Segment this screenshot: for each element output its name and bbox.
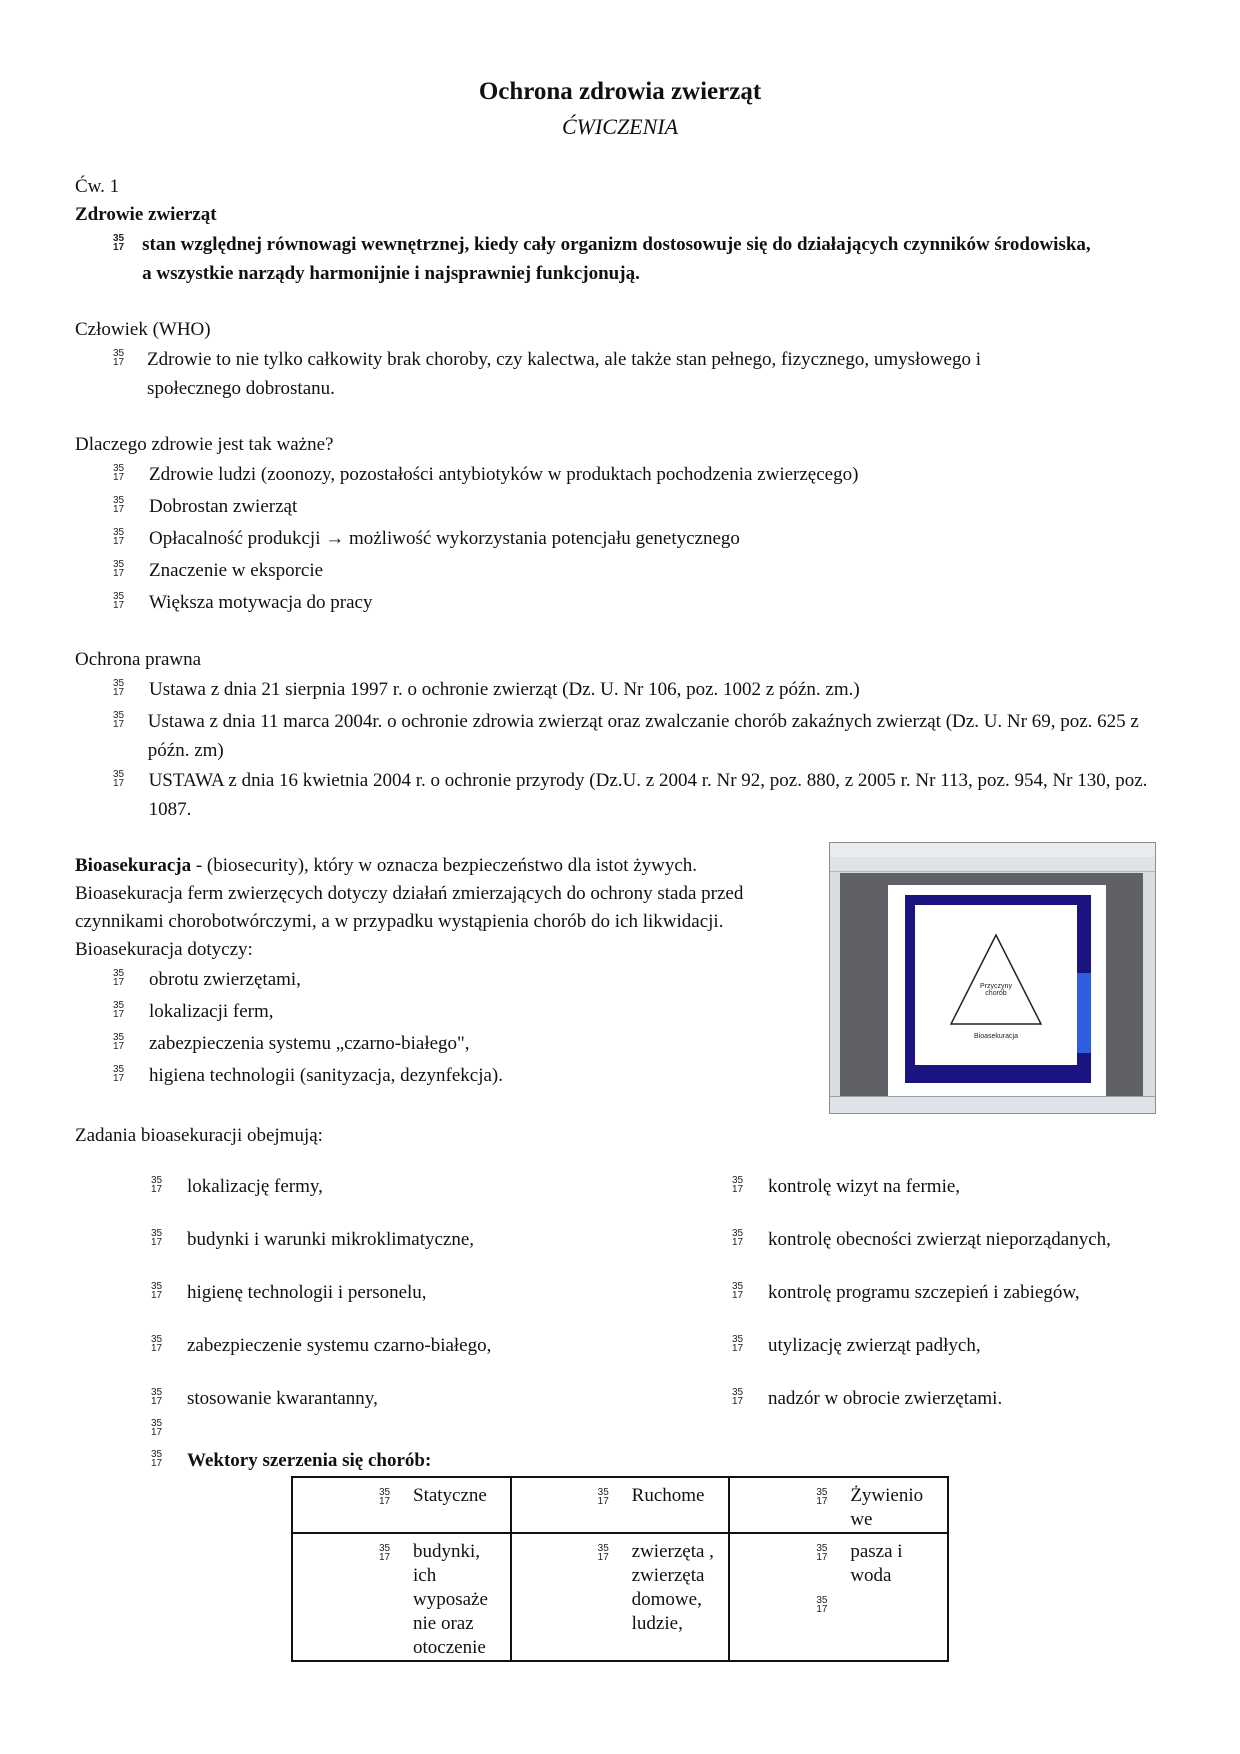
- bullet-icon: 35 17: [816, 1543, 828, 1563]
- section-heading-animal-health: Zdrowie zwierząt: [75, 204, 217, 225]
- bullet-icon: 35 17: [732, 1334, 744, 1354]
- screenshot-taskbar: [830, 1096, 1155, 1113]
- bullet-icon: 35 17: [113, 527, 125, 547]
- list-item: 35 17 Większa motywacja do pracy: [113, 591, 373, 613]
- list-item: 35 17 higiena technologii (sanityzacja, dezynfekcja).: [113, 1064, 503, 1086]
- list-item: 35 17 Ustawa z dnia 21 sierpnia 1997 r. o ochronie zwierząt (Dz. U. Nr 106, poz. 1002 z późn. zm.): [113, 678, 860, 700]
- list-item: 35 17 stosowanie kwarantanny,: [151, 1387, 378, 1409]
- exercise-label: Ćw. 1: [75, 176, 120, 197]
- section-heading-tasks: Zadania bioasekuracji obejmują:: [75, 1125, 323, 1146]
- document-title: Ochrona zdrowia zwierząt: [478, 78, 762, 105]
- bullet-icon: 35 17: [151, 1281, 163, 1301]
- list-item: 35 17 kontrolę obecności zwierząt nieporządanych,: [732, 1228, 1111, 1250]
- bioasekuracja-intro: Bioasekuracja - (biosecurity), który w oznacza bezpieczeństwo dla istot żywych.: [75, 855, 698, 876]
- list-item: 35 17 higienę technologii i personelu,: [151, 1281, 427, 1303]
- bioasekuracja-line: czynnikami chorobotwórczymi, a w przypadku wystąpienia chorób do ich likwidacji.: [75, 911, 724, 932]
- section-heading-vectors: Wektory szerzenia się chorób:: [187, 1450, 432, 1471]
- list-item: 35 17 budynki i warunki mikroklimatyczne,: [151, 1228, 475, 1250]
- bullet-icon: 35 17: [113, 1064, 125, 1084]
- bullet-icon: 35 17: [113, 233, 125, 253]
- list-item: 35 17 Opłacalność produkcji → możliwość wykorzystania potencjału genetycznego: [113, 527, 740, 549]
- table-header-cell: 35 17 Statyczne: [292, 1477, 511, 1533]
- bullet-icon: 35 17: [113, 769, 125, 789]
- section-heading-why-health: Dlaczego zdrowie jest tak ważne?: [75, 434, 334, 455]
- table-cell: 35 17 pasza i woda 35 17: [729, 1533, 948, 1661]
- list-item: 35 17 zabezpieczenia systemu „czarno-białego",: [113, 1032, 470, 1054]
- table-header-row: [292, 1477, 948, 1533]
- bullet-icon: 35 17: [732, 1228, 744, 1248]
- table-cell: 35 17 zwierzęta , zwierzęta domowe, ludzie,: [511, 1533, 730, 1661]
- list-item: 35 17 obrotu zwierzętami,: [113, 968, 301, 990]
- list-item: 35 17 USTAWA z dnia 16 kwietnia 2004 r. o ochronie przyrody (Dz.U. z 2004 r. Nr 92, poz. 880, z 2005 r. Nr 113, poz. 954, Nr 130, poz. 1087.: [113, 769, 1148, 820]
- bullet-icon: 35 17: [379, 1487, 391, 1507]
- bullet-icon: 35 17: [113, 495, 125, 515]
- bullet-icon: 35 17: [113, 463, 125, 483]
- bullet-icon: 35 17: [113, 710, 125, 730]
- bioasekuracja-term: Bioasekuracja: [75, 855, 192, 876]
- bullet-icon: 35 17: [151, 1228, 163, 1248]
- bullet-icon: 35 17: [379, 1543, 391, 1563]
- list-item: 35 17 Zdrowie to nie tylko całkowity brak choroby, czy kalectwa, ale także stan pełnego, fizycznego, umysłowego i społecznego dobrostanu.: [113, 348, 981, 399]
- embedded-screenshot-image: [829, 842, 1156, 1114]
- list-item: 35 17 stan względnej równowagi wewnętrznej, kiedy cały organizm dostosowuje się do działających czynników środowiska, a wszystkie narządy harmonijnie i najsprawniej funkcjonują.: [113, 233, 1091, 284]
- bioasekuracja-line: Bioasekuracja dotyczy:: [75, 939, 253, 960]
- table-header-cell: 35 17 Żywienio we: [729, 1477, 948, 1533]
- triangle-diagram: [830, 843, 1157, 1115]
- triangle-bottom-label: Bioasekuracja: [974, 1033, 1018, 1040]
- triangle-center-label: Przyczyny chorób: [980, 983, 1012, 997]
- bullet-icon: 35 17: [113, 348, 125, 368]
- list-item: 35 17 kontrolę programu szczepień i zabiegów,: [732, 1281, 1080, 1303]
- bullet-icon: 35 17: [816, 1487, 828, 1507]
- table-row: [292, 1533, 948, 1661]
- bioasekuracja-line: Bioasekuracja ferm zwierzęcych dotyczy działań zmierzających do ochrony stada przed: [75, 883, 744, 904]
- triangle-shape: [951, 935, 1041, 1024]
- bullet-icon: 35 17: [113, 1032, 125, 1052]
- bullet-icon: 35 17: [113, 1000, 125, 1020]
- list-item: 35 17 Ustawa z dnia 11 marca 2004r. o ochronie zdrowia zwierząt oraz zwalczanie chorób zakaźnych zwierząt (Dz. U. Nr 69, poz. 625 z późn. zm): [113, 710, 1139, 761]
- bullet-icon: 35 17: [732, 1175, 744, 1195]
- empty-list-item: [151, 1415, 187, 1437]
- bullet-icon: 35 17: [597, 1487, 609, 1507]
- list-item: 35 17 Zdrowie ludzi (zoonozy, pozostałości antybiotyków w produktach pochodzenia zwierzęcego): [113, 463, 859, 485]
- list-item: 35 17 lokalizację fermy,: [151, 1175, 323, 1197]
- bullet-icon: 35 17: [151, 1387, 163, 1407]
- bullet-icon: 35 17: [732, 1387, 744, 1407]
- bullet-icon: 35 17: [151, 1175, 163, 1195]
- bullet-icon: 35 17: [113, 968, 125, 988]
- bullet-icon: 35 17: [732, 1281, 744, 1301]
- list-item: 35 17 utylizację zwierząt padłych,: [732, 1334, 981, 1356]
- bullet-icon: 35 17: [597, 1543, 609, 1563]
- bullet-icon: 35 17: [151, 1449, 163, 1469]
- section-heading-legal: Ochrona prawna: [75, 649, 202, 670]
- list-item: 35 17 lokalizacji ferm,: [113, 1000, 274, 1022]
- list-item: 35 17 Znaczenie w eksporcie: [113, 559, 324, 581]
- bullet-icon: 35 17: [113, 559, 125, 579]
- list-item: 35 17 kontrolę wizyt na fermie,: [732, 1175, 961, 1197]
- vectors-heading-item: [151, 1446, 751, 1475]
- table-header-cell: 35 17 Ruchome: [511, 1477, 730, 1533]
- section-heading-who: Człowiek (WHO): [75, 319, 211, 340]
- document-subtitle: ĆWICZENIA: [561, 114, 679, 139]
- list-item: 35 17 Dobrostan zwierząt: [113, 495, 298, 517]
- list-item: 35 17 nadzór w obrocie zwierzętami.: [732, 1387, 1003, 1409]
- bullet-icon: 35 17: [816, 1595, 828, 1615]
- list-item: 35 17 zabezpieczenie systemu czarno-białego,: [151, 1334, 492, 1356]
- bullet-icon: 35 17: [151, 1418, 163, 1438]
- vectors-table: [291, 1476, 949, 1662]
- table-cell: 35 17 budynki, ich wyposaże nie oraz otoczenie: [292, 1533, 511, 1661]
- bullet-icon: 35 17: [151, 1334, 163, 1354]
- bullet-icon: 35 17: [113, 591, 125, 611]
- bullet-icon: 35 17: [113, 678, 125, 698]
